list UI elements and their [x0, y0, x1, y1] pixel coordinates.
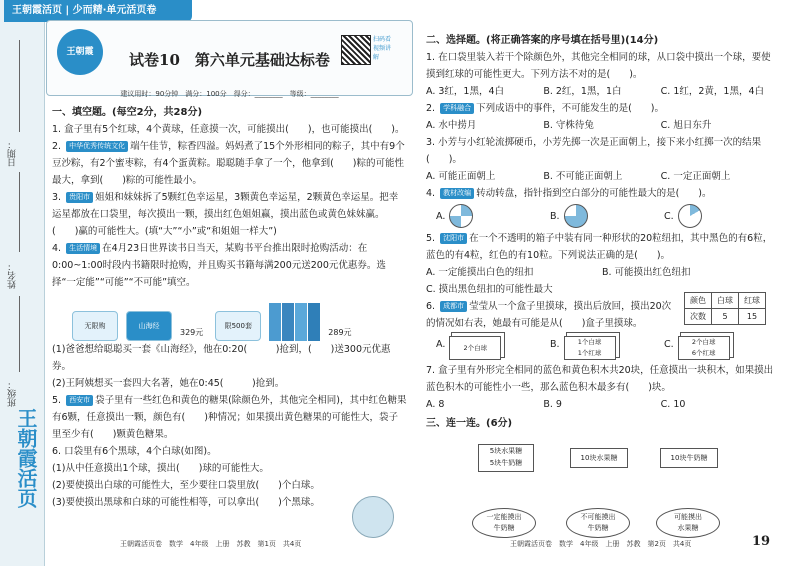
match-oval-text: 一定能摸出 [486, 513, 522, 521]
match-box-text: 5块牛奶糖 [489, 459, 523, 467]
match-oval-text: 水果糖 [677, 524, 699, 532]
option-c[interactable]: C. 摸出黑色纽扣的可能性最大 [426, 284, 553, 295]
option-b[interactable]: B. 2红，1黑，1白 [543, 86, 622, 97]
choice-6: 6. 成都市 莹莹从一个盒子里摸球，摸出后放回，摸出20次的情况如右表，她最有可能是从( )盒子里摸球。 [426, 301, 672, 329]
option-b[interactable] [550, 336, 664, 360]
class-line [19, 296, 20, 372]
option-label: B. [550, 210, 560, 222]
choice-7-options [426, 396, 778, 413]
option-b[interactable]: B. 不可能正面朝上 [543, 171, 623, 182]
spinner-icon [564, 204, 588, 228]
match-box-3[interactable] [660, 448, 718, 468]
price-shanhaijing: 329元 [180, 328, 204, 337]
option-a[interactable] [436, 336, 550, 360]
qr-caption: 扫码看视频讲解 [373, 36, 392, 61]
option-label: B. [550, 339, 560, 350]
option-b[interactable] [550, 204, 664, 228]
table-cell: 白球 [712, 293, 739, 309]
section-fill-blank: 一、填空题。(每空2分，共28分) [52, 107, 203, 118]
shanhaijing-book: 山海经 [126, 311, 172, 341]
box-content: 1个红球 [577, 349, 602, 357]
tag-interdisciplinary: 学科融合 [440, 103, 474, 114]
class-label: 班级： [8, 380, 18, 407]
limited-badge: 限500套 [215, 311, 261, 341]
date-line [19, 40, 20, 132]
question-2: 2. 中华优秀传统文化 端午佳节，粽香四溢。妈妈煮了15个外形相同的粽子，其中有9个豆沙粽，有2个蜜枣粽，有4个蛋黄粽。聪聪随手拿了一个，他拿到( )粽的可能性最大，拿到( )粽的可能性最小。 [52, 141, 405, 186]
tag-textbook: 教材改编 [440, 188, 474, 199]
qr-code-icon[interactable] [341, 35, 371, 65]
option-b[interactable]: B. 可能摸出红色纽扣 [602, 267, 691, 278]
choice-2: 2. 学科融合 下列成语中的事件，不可能发生的是( )。 [426, 103, 665, 114]
match-oval-text: 牛奶糖 [587, 524, 609, 532]
option-a[interactable]: A. 8 [426, 399, 445, 410]
table-row [685, 293, 766, 309]
choice-6-text: 莹莹从一个盒子里摸球，摸出后放回，摸出20次的情况如右表，她最有可能是从( )盒子里摸球。 [426, 301, 672, 329]
page-number: 19 [752, 534, 771, 549]
option-label: A. [436, 339, 446, 350]
question-6: 6. 口袋里有6个黑球，4个白球(如图)。 [52, 446, 217, 457]
option-c[interactable]: C. 一定正面朝上 [660, 171, 731, 182]
book-illustration [72, 293, 407, 341]
question-5: 5. 西安市 袋子里有一些红色和黄色的糖果(除颜色外，其他完全相同)，其中红色糖果有6颗，任意摸出一颗，颜色有( )种情况；如果摸出黄色糖果的可能性大，袋子里至少有( )颗黄色糖果。 [52, 395, 407, 440]
side-brand-logo: 王朝霞活页 [14, 408, 38, 508]
question-6-part-1: (1)从中任意摸出1个球，摸出( )球的可能性大。 [52, 463, 269, 474]
name-line [19, 172, 20, 252]
choice-4: 4. 教材改编 转动转盘，指针指到空白部分的可能性最大的是( )。 [426, 188, 712, 199]
match-oval-text: 可能摸出 [674, 513, 702, 521]
table-cell: 颜色 [685, 293, 712, 309]
result-table [684, 292, 766, 325]
choice-3: 3. 小芳与小红轮流掷硬币，小芳先掷一次是正面朝上，接下来小红掷一次的结果( )。 [426, 137, 762, 165]
spinner-icon [449, 204, 473, 228]
choice-1: 1. 在口袋里装入若干个除颜色外，其他完全相同的球，从口袋中摸出一个球，要使摸到红球的可能性更大。下列方法不对的是( )。 [426, 52, 771, 80]
question-1: 1. 盒子里有5个红球，4个黄球，任意摸一次，可能摸出( )，也可能摸出( )。 [52, 124, 405, 135]
table-row [685, 309, 766, 325]
spinner-options [436, 204, 778, 228]
left-column [52, 104, 407, 511]
right-footer: 王朝霞活页卷 数学 4年级 上册 苏教 第2页 共4页 [510, 540, 692, 548]
table-cell: 红球 [739, 293, 766, 309]
option-label: A. [436, 210, 446, 222]
box-options [436, 336, 778, 360]
option-a[interactable] [436, 204, 550, 228]
choice-4-text: 转动转盘，指针指到空白部分的可能性最大的是( )。 [476, 188, 712, 199]
box-icon [449, 336, 501, 360]
exam-title: 试卷10 第六单元基础达标卷 [129, 51, 330, 69]
spinner-icon [678, 204, 702, 228]
question-4-text: 在4月23日世界读书日当天，某购书平台推出限时抢购活动：在0:00~1:00时段内书籍限时抢购，并且购买书籍每满200元送200元优惠券。选择“一定能”“可能”“不可能”填空。 [52, 243, 386, 288]
left-footer: 王朝霞活页卷 数学 4年级 上册 苏教 第1页 共4页 [120, 540, 302, 548]
book-spine-icon [282, 303, 294, 341]
box-content: 2个白球 [463, 344, 488, 352]
choice-5-text: 在一个不透明的箱子中装有同一种形状的20粒纽扣，其中黑色的有6粒，蓝色的有4粒，红色的有10粒。下列说法正确的是( )。 [426, 233, 773, 261]
question-3: 3. 贵阳市 姐姐和妹妹拆了5颗红色幸运星，3颗黄色幸运星，2颗黄色幸运星。把幸运星都放在口袋里，每次摸出一颗，摸出红色姐姐赢，摸出蓝色或黄色妹妹赢。( )赢的可能性大。(填“大”“小”或“和姐姐一样大”) [52, 192, 399, 237]
box-content: 1个白球 [577, 338, 602, 346]
tag-xian: 西安市 [66, 395, 93, 406]
option-a[interactable]: A. 一定能摸出白色的纽扣 [426, 267, 534, 278]
name-label: 姓名： [8, 262, 18, 289]
table-cell: 次数 [685, 309, 712, 325]
match-box-1[interactable] [478, 444, 534, 472]
section-matching: 三、连一连。(6分) [426, 418, 513, 429]
option-c[interactable]: C. 旭日东升 [660, 120, 712, 131]
match-oval-text: 牛奶糖 [493, 524, 515, 532]
choice-3-options [426, 168, 778, 185]
exam-header [46, 20, 413, 96]
choice-5: 5. 沈阳市 在一个不透明的箱子中装有同一种形状的20粒纽扣，其中黑色的有6粒，蓝色的有4粒，红色的有10粒。下列说法正确的是( )。 [426, 233, 773, 261]
question-6-part-2: (2)要使摸出白球的可能性大，至少要往口袋里放( )个白球。 [52, 480, 320, 491]
tag-shenyang: 沈阳市 [440, 233, 467, 244]
option-c[interactable] [664, 204, 778, 228]
option-label: C. [664, 210, 674, 222]
section-choice: 二、选择题。(将正确答案的序号填在括号里)(14分) [426, 35, 659, 46]
box-icon [678, 336, 730, 360]
book-spine-icon [295, 303, 307, 341]
match-box-text: 5块水果糖 [489, 447, 523, 455]
choice-2-options [426, 117, 778, 134]
tag-culture: 中华优秀传统文化 [66, 141, 128, 152]
match-box-2[interactable] [570, 448, 628, 468]
option-a[interactable]: A. 可能正面朝上 [426, 171, 496, 182]
tag-chengdu: 成都市 [440, 301, 467, 312]
match-oval-3[interactable] [656, 508, 720, 538]
match-box-text: 10块牛奶糖 [670, 454, 708, 462]
tag-guiyang: 贵阳市 [66, 192, 93, 203]
box-icon [564, 336, 616, 360]
box-content: 2个白球 [691, 338, 716, 346]
question-2-text: 端午佳节，粽香四溢。妈妈煮了15个外形相同的粽子，其中有9个豆沙粽，有2个蜜枣粽，有4个蛋黄粽。聪聪随手拿了一个，他拿到( )粽的可能性最大，拿到( )粽的可能性最小。 [52, 141, 405, 186]
book-spine-icon [269, 303, 281, 341]
date-label: 日期： [8, 140, 18, 167]
choice-7: 7. 盒子里有外形完全相同的蓝色和黄色积木共20块，任意摸出一块积木，如果摸出蓝色积木的可能性小一些，那么蓝色积木最多有( )块。 [426, 365, 774, 393]
option-label: C. [664, 339, 674, 350]
option-a[interactable]: A. 水中捞月 [426, 120, 477, 131]
right-column [426, 32, 778, 432]
question-5-text: 袋子里有一些红色和黄色的糖果(除颜色外，其他完全相同)，其中红色糖果有6颗，任意摸出一颗，颜色有( )种情况；如果摸出黄色糖果的可能性大，袋子里至少有( )颗黄色糖果。 [52, 395, 407, 440]
match-oval-2[interactable] [566, 508, 630, 538]
question-4-part-1: (1)爸爸想给聪聪买一套《山海经》，他在0:20( )抢到，( )送300元优惠券。 [52, 344, 391, 372]
option-c[interactable] [664, 336, 778, 360]
table-cell: 15 [739, 309, 766, 325]
option-b[interactable]: B. 守株待兔 [543, 120, 594, 131]
option-a[interactable]: A. 3红，1黑，4白 [426, 86, 505, 97]
choice-1-options [426, 83, 778, 100]
book-spine-icon [308, 303, 320, 341]
table-cell: 5 [712, 309, 739, 325]
exam-meta: 建议用时：90分钟 满分：100分 得分：________ 等级：________ [120, 90, 339, 98]
match-oval-1[interactable] [472, 508, 536, 538]
question-4-part-2: (2)王阿姨想买一套四大名著，她在0:45( )抢到。 [52, 378, 285, 389]
question-3-text: 姐姐和妹妹拆了5颗红色幸运星，3颗黄色幸运星，2颗黄色幸运星。把幸运星都放在口袋里，每次摸出一颗，摸出红色姐姐赢，摸出蓝色或黄色妹妹赢。( )赢的可能性大。(填“大”“小”或“和姐姐一样大”) [52, 192, 399, 237]
question-6-part-3: (3)要使摸出黑球和白球的可能性相等，可以拿出( )个黑球。 [52, 497, 320, 508]
match-oval-text: 不可能摸出 [580, 513, 616, 521]
price-classics: 289元 [328, 328, 352, 337]
brand-tab: 王朝霞活页 | 少而精·单元活页卷 [4, 0, 192, 22]
question-4: 4. 生活情境 在4月23日世界读书日当天，某购书平台推出限时抢购活动：在0:00~1:00时段内书籍限时抢购，并且购买书籍每满200元送200元优惠券。选择“一定能”“可能”“不可能”填空。 [52, 243, 386, 288]
tag-life: 生活情境 [66, 243, 100, 254]
option-b[interactable]: B. 9 [543, 399, 562, 410]
brand-logo: 王朝霞 [57, 29, 103, 75]
choice-2-text: 下列成语中的事件，不可能发生的是( )。 [476, 103, 665, 114]
option-c[interactable]: C. 10 [660, 399, 686, 410]
ball-bag-icon [352, 496, 394, 538]
box-content: 6个红球 [691, 349, 716, 357]
match-box-text: 10块水果糖 [580, 454, 618, 462]
option-c[interactable]: C. 1红，2黄，1黑，4白 [660, 86, 765, 97]
choice-5-options [426, 264, 778, 281]
binding-sidebar [0, 0, 45, 566]
unlimited-badge: 无限购 [72, 311, 118, 341]
